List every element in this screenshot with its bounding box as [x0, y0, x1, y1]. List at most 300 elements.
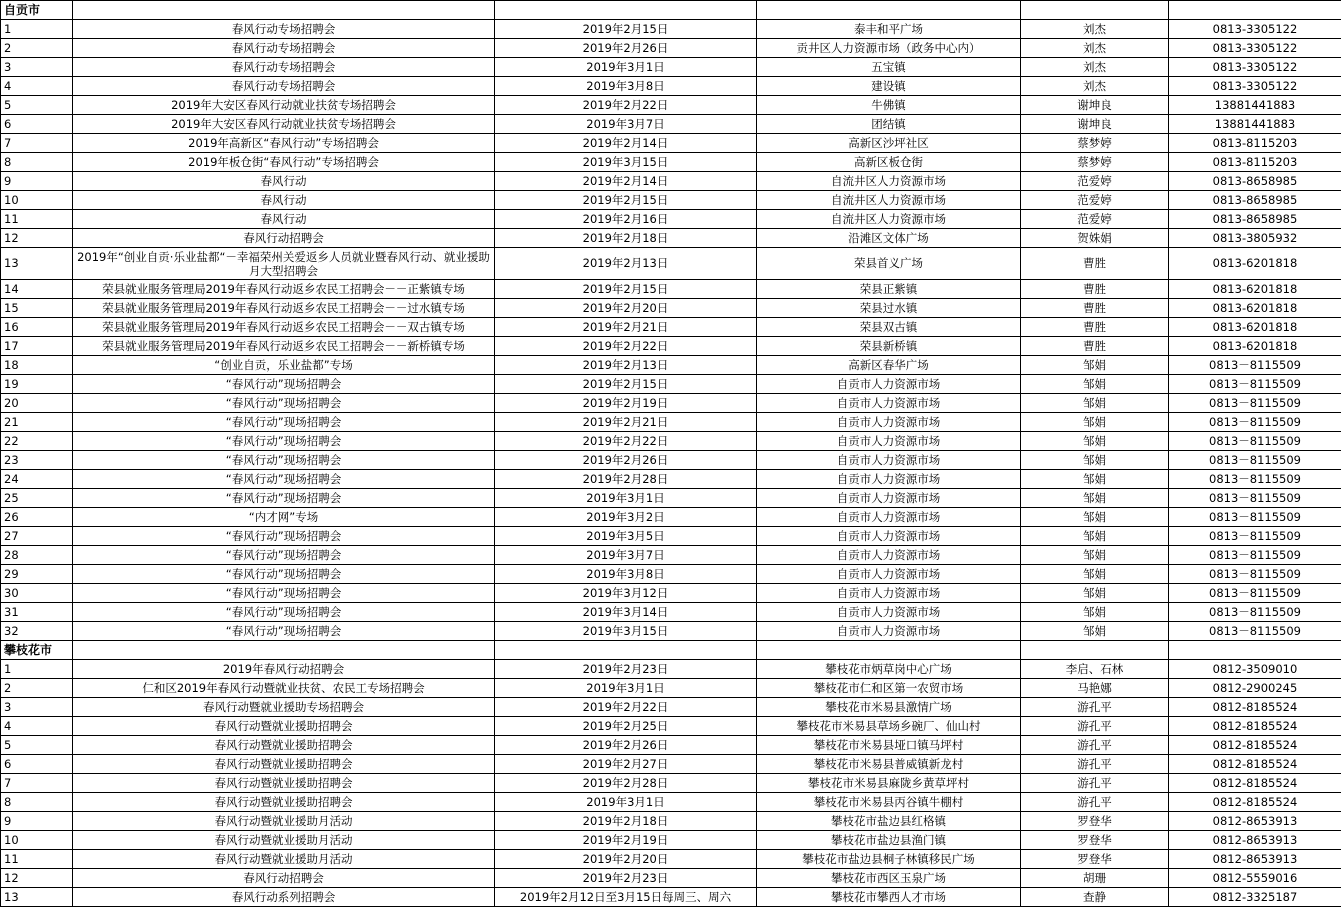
row-number: 5 — [1, 736, 73, 755]
event-location: 攀枝花市炳草岗中心广场 — [757, 660, 1021, 679]
event-name: “春风行动”现场招聘会 — [73, 375, 495, 394]
event-date: 2019年2月18日 — [495, 812, 757, 831]
empty-cell — [757, 1, 1021, 20]
event-date: 2019年3月1日 — [495, 679, 757, 698]
section-header-row — [1, 1, 1341, 20]
event-date: 2019年2月28日 — [495, 470, 757, 489]
event-date: 2019年2月12日至3月15日每周三、周六 — [495, 888, 757, 907]
contact-phone: 0812-8185524 — [1169, 717, 1341, 736]
event-name: “春风行动”现场招聘会 — [73, 622, 495, 641]
event-location: 自贡市人力资源市场 — [757, 603, 1021, 622]
table-row — [1, 39, 1341, 58]
contact-person: 邹娟 — [1021, 394, 1169, 413]
table-row — [1, 229, 1341, 248]
table-row — [1, 736, 1341, 755]
contact-person: 游孔平 — [1021, 793, 1169, 812]
event-name: 春风行动专场招聘会 — [73, 58, 495, 77]
event-date: 2019年2月13日 — [495, 248, 757, 280]
contact-phone: 0812-8185524 — [1169, 774, 1341, 793]
event-date: 2019年3月7日 — [495, 546, 757, 565]
event-name: 荣县就业服务管理局2019年春风行动返乡农民工招聘会－－双古镇专场 — [73, 318, 495, 337]
table-row — [1, 432, 1341, 451]
event-location: 荣县新桥镇 — [757, 337, 1021, 356]
event-date: 2019年2月18日 — [495, 229, 757, 248]
contact-person: 胡珊 — [1021, 869, 1169, 888]
contact-phone: 0813-3305122 — [1169, 39, 1341, 58]
event-location: 攀枝花市米易县垭口镇马坪村 — [757, 736, 1021, 755]
table-row — [1, 698, 1341, 717]
event-name: 春风行动专场招聘会 — [73, 39, 495, 58]
table-row — [1, 394, 1341, 413]
event-location: 自贡市人力资源市场 — [757, 375, 1021, 394]
event-location: 自贡市人力资源市场 — [757, 489, 1021, 508]
row-number: 29 — [1, 565, 73, 584]
event-location: 自贡市人力资源市场 — [757, 413, 1021, 432]
table-row — [1, 318, 1341, 337]
event-name: 春风行动专场招聘会 — [73, 77, 495, 96]
contact-phone: 0813-8658985 — [1169, 191, 1341, 210]
table-row — [1, 248, 1341, 280]
row-number: 24 — [1, 470, 73, 489]
table-row — [1, 96, 1341, 115]
event-location: 攀枝花市攀西人才市场 — [757, 888, 1021, 907]
contact-phone: 0812-8653913 — [1169, 850, 1341, 869]
contact-phone: 0812-8185524 — [1169, 793, 1341, 812]
contact-phone: 0813－8115509 — [1169, 584, 1341, 603]
table-row — [1, 774, 1341, 793]
event-location: 自贡市人力资源市场 — [757, 565, 1021, 584]
table-row — [1, 622, 1341, 641]
event-name: 2019年春风行动招聘会 — [73, 660, 495, 679]
contact-phone: 0813－8115509 — [1169, 565, 1341, 584]
table-row — [1, 375, 1341, 394]
contact-person: 游孔平 — [1021, 736, 1169, 755]
event-date: 2019年2月23日 — [495, 869, 757, 888]
section-title: 自贡市 — [1, 1, 73, 20]
contact-phone: 0813－8115509 — [1169, 356, 1341, 375]
event-name: 春风行动 — [73, 210, 495, 229]
event-location: 自贡市人力资源市场 — [757, 451, 1021, 470]
contact-person: 邹娟 — [1021, 527, 1169, 546]
event-location: 高新区春华广场 — [757, 356, 1021, 375]
contact-person: 贺姝娟 — [1021, 229, 1169, 248]
event-location: 自贡市人力资源市场 — [757, 584, 1021, 603]
row-number: 18 — [1, 356, 73, 375]
event-date: 2019年2月26日 — [495, 736, 757, 755]
row-number: 6 — [1, 755, 73, 774]
contact-phone: 0812-2900245 — [1169, 679, 1341, 698]
row-number: 25 — [1, 489, 73, 508]
event-location: 攀枝花市盐边县渔门镇 — [757, 831, 1021, 850]
event-name: 仁和区2019年春风行动暨就业扶贫、农民工专场招聘会 — [73, 679, 495, 698]
event-date: 2019年3月8日 — [495, 565, 757, 584]
contact-person: 邹娟 — [1021, 451, 1169, 470]
table-row — [1, 77, 1341, 96]
contact-person: 邹娟 — [1021, 375, 1169, 394]
contact-person: 曹胜 — [1021, 280, 1169, 299]
event-name: “创业自贡，乐业盐都”专场 — [73, 356, 495, 375]
event-date: 2019年3月8日 — [495, 77, 757, 96]
event-location: 建设镇 — [757, 77, 1021, 96]
contact-phone: 0813－8115509 — [1169, 508, 1341, 527]
contact-person: 罗登华 — [1021, 812, 1169, 831]
contact-person: 游孔平 — [1021, 698, 1169, 717]
contact-person: 邹娟 — [1021, 508, 1169, 527]
event-name: 春风行动暨就业援助招聘会 — [73, 736, 495, 755]
event-date: 2019年2月15日 — [495, 280, 757, 299]
section-header-row — [1, 641, 1341, 660]
contact-phone: 0813－8115509 — [1169, 622, 1341, 641]
event-date: 2019年2月22日 — [495, 96, 757, 115]
contact-phone: 0813－8115509 — [1169, 394, 1341, 413]
event-location: 攀枝花市盐边县红格镇 — [757, 812, 1021, 831]
event-name: 春风行动暨就业援助招聘会 — [73, 793, 495, 812]
event-location: 自流井区人力资源市场 — [757, 191, 1021, 210]
table-row — [1, 812, 1341, 831]
event-date: 2019年2月23日 — [495, 660, 757, 679]
contact-phone: 0812-8653913 — [1169, 812, 1341, 831]
row-number: 3 — [1, 698, 73, 717]
contact-person: 曹胜 — [1021, 248, 1169, 280]
table-row — [1, 115, 1341, 134]
contact-person: 查静 — [1021, 888, 1169, 907]
table-row — [1, 527, 1341, 546]
row-number: 3 — [1, 58, 73, 77]
event-location: 攀枝花市米易县丙谷镇牛棚村 — [757, 793, 1021, 812]
row-number: 14 — [1, 280, 73, 299]
event-date: 2019年3月12日 — [495, 584, 757, 603]
contact-phone: 0813－8115509 — [1169, 489, 1341, 508]
event-date: 2019年3月2日 — [495, 508, 757, 527]
event-location: 自贡市人力资源市场 — [757, 527, 1021, 546]
event-date: 2019年2月26日 — [495, 39, 757, 58]
table-row — [1, 489, 1341, 508]
event-date: 2019年2月14日 — [495, 172, 757, 191]
table-row — [1, 603, 1341, 622]
event-location: 自流井区人力资源市场 — [757, 210, 1021, 229]
row-number: 12 — [1, 229, 73, 248]
event-name: “春风行动”现场招聘会 — [73, 546, 495, 565]
table-row — [1, 831, 1341, 850]
event-location: 攀枝花市仁和区第一农贸市场 — [757, 679, 1021, 698]
event-location: 攀枝花市米易县草场乡碗厂、仙山村 — [757, 717, 1021, 736]
contact-phone: 0812-3509010 — [1169, 660, 1341, 679]
table-body — [1, 1, 1341, 907]
table-row — [1, 679, 1341, 698]
table-row — [1, 565, 1341, 584]
event-location: 攀枝花市米易县普威镇新龙村 — [757, 755, 1021, 774]
contact-person: 邹娟 — [1021, 413, 1169, 432]
table-row — [1, 584, 1341, 603]
event-name: 春风行动暨就业援助月活动 — [73, 812, 495, 831]
event-name: 春风行动 — [73, 191, 495, 210]
contact-person: 刘杰 — [1021, 58, 1169, 77]
row-number: 9 — [1, 172, 73, 191]
event-name: 荣县就业服务管理局2019年春风行动返乡农民工招聘会－－正紫镇专场 — [73, 280, 495, 299]
contact-phone: 0813－8115509 — [1169, 413, 1341, 432]
contact-person: 邹娟 — [1021, 356, 1169, 375]
row-number: 9 — [1, 812, 73, 831]
event-location: 牛佛镇 — [757, 96, 1021, 115]
event-location: 贡井区人力资源市场（政务中心内） — [757, 39, 1021, 58]
contact-phone: 0813－8115509 — [1169, 470, 1341, 489]
event-name: 春风行动暨就业援助月活动 — [73, 831, 495, 850]
event-location: 自贡市人力资源市场 — [757, 470, 1021, 489]
event-name: “春风行动”现场招聘会 — [73, 432, 495, 451]
contact-phone: 0813－8115509 — [1169, 375, 1341, 394]
table-row — [1, 134, 1341, 153]
event-name: 春风行动暨就业援助月活动 — [73, 850, 495, 869]
contact-person: 谢坤良 — [1021, 115, 1169, 134]
row-number: 2 — [1, 679, 73, 698]
event-location: 荣县正紫镇 — [757, 280, 1021, 299]
row-number: 30 — [1, 584, 73, 603]
row-number: 17 — [1, 337, 73, 356]
event-name: 春风行动招聘会 — [73, 869, 495, 888]
event-date: 2019年3月14日 — [495, 603, 757, 622]
event-date: 2019年2月22日 — [495, 432, 757, 451]
contact-person: 刘杰 — [1021, 20, 1169, 39]
event-date: 2019年3月1日 — [495, 58, 757, 77]
event-name: 春风行动暨就业援助招聘会 — [73, 755, 495, 774]
contact-phone: 0813-3305122 — [1169, 77, 1341, 96]
contact-person: 罗登华 — [1021, 850, 1169, 869]
row-number: 15 — [1, 299, 73, 318]
event-location: 攀枝花市米易县麻陇乡黄草坪村 — [757, 774, 1021, 793]
contact-phone: 0813-8658985 — [1169, 210, 1341, 229]
event-date: 2019年2月14日 — [495, 134, 757, 153]
contact-person: 游孔平 — [1021, 717, 1169, 736]
table-row — [1, 413, 1341, 432]
row-number: 6 — [1, 115, 73, 134]
contact-phone: 0813-6201818 — [1169, 248, 1341, 280]
table-row — [1, 869, 1341, 888]
contact-person: 马艳娜 — [1021, 679, 1169, 698]
event-date: 2019年3月15日 — [495, 153, 757, 172]
event-date: 2019年2月26日 — [495, 451, 757, 470]
row-number: 13 — [1, 888, 73, 907]
empty-cell — [495, 641, 757, 660]
event-date: 2019年2月16日 — [495, 210, 757, 229]
event-name: 春风行动暨就业援助招聘会 — [73, 717, 495, 736]
empty-cell — [73, 1, 495, 20]
event-name: 2019年大安区春风行动就业扶贫专场招聘会 — [73, 96, 495, 115]
row-number: 32 — [1, 622, 73, 641]
row-number: 7 — [1, 774, 73, 793]
row-number: 4 — [1, 717, 73, 736]
row-number: 22 — [1, 432, 73, 451]
event-date: 2019年2月20日 — [495, 299, 757, 318]
empty-cell — [495, 1, 757, 20]
contact-person: 游孔平 — [1021, 755, 1169, 774]
contact-person: 游孔平 — [1021, 774, 1169, 793]
contact-person: 曹胜 — [1021, 318, 1169, 337]
event-name: 荣县就业服务管理局2019年春风行动返乡农民工招聘会－－过水镇专场 — [73, 299, 495, 318]
event-location: 沿滩区文体广场 — [757, 229, 1021, 248]
row-number: 5 — [1, 96, 73, 115]
empty-cell — [757, 641, 1021, 660]
contact-phone: 0813-6201818 — [1169, 318, 1341, 337]
event-name: 2019年“创业自贡·乐业盐都“－幸福荣州关爱返乡人员就业暨春风行动、就业援助月大型招聘会 — [73, 248, 495, 280]
contact-phone: 0812-5559016 — [1169, 869, 1341, 888]
contact-person: 邹娟 — [1021, 584, 1169, 603]
event-date: 2019年2月19日 — [495, 394, 757, 413]
event-location: 五宝镇 — [757, 58, 1021, 77]
contact-phone: 0813-6201818 — [1169, 337, 1341, 356]
event-name: “春风行动”现场招聘会 — [73, 470, 495, 489]
event-date: 2019年3月5日 — [495, 527, 757, 546]
event-name: “内才网”专场 — [73, 508, 495, 527]
contact-person: 刘杰 — [1021, 39, 1169, 58]
row-number: 10 — [1, 831, 73, 850]
table-row — [1, 356, 1341, 375]
contact-phone: 13881441883 — [1169, 96, 1341, 115]
row-number: 26 — [1, 508, 73, 527]
row-number: 1 — [1, 20, 73, 39]
table-row — [1, 280, 1341, 299]
event-location: 自贡市人力资源市场 — [757, 508, 1021, 527]
empty-cell — [1169, 641, 1341, 660]
contact-phone: 0813－8115509 — [1169, 527, 1341, 546]
row-number: 27 — [1, 527, 73, 546]
contact-person: 刘杰 — [1021, 77, 1169, 96]
row-number: 20 — [1, 394, 73, 413]
event-name: “春风行动”现场招聘会 — [73, 451, 495, 470]
event-location: 泰丰和平广场 — [757, 20, 1021, 39]
table-row — [1, 717, 1341, 736]
contact-phone: 0812-8653913 — [1169, 831, 1341, 850]
table-row — [1, 58, 1341, 77]
contact-phone: 0813-6201818 — [1169, 280, 1341, 299]
contact-person: 邹娟 — [1021, 470, 1169, 489]
contact-person: 邹娟 — [1021, 565, 1169, 584]
row-number: 8 — [1, 153, 73, 172]
event-name: “春风行动”现场招聘会 — [73, 603, 495, 622]
contact-phone: 0813-3805932 — [1169, 229, 1341, 248]
table-row — [1, 755, 1341, 774]
event-name: 2019年板仓街“春风行动”专场招聘会 — [73, 153, 495, 172]
row-number: 11 — [1, 210, 73, 229]
row-number: 7 — [1, 134, 73, 153]
event-name: 2019年大安区春风行动就业扶贫专场招聘会 — [73, 115, 495, 134]
table-row — [1, 337, 1341, 356]
event-date: 2019年2月21日 — [495, 318, 757, 337]
event-date: 2019年3月15日 — [495, 622, 757, 641]
table-row — [1, 153, 1341, 172]
event-date: 2019年3月1日 — [495, 793, 757, 812]
contact-phone: 0812-8185524 — [1169, 698, 1341, 717]
event-name: “春风行动”现场招聘会 — [73, 527, 495, 546]
event-date: 2019年2月27日 — [495, 755, 757, 774]
event-location: 攀枝花市西区玉泉广场 — [757, 869, 1021, 888]
event-location: 自流井区人力资源市场 — [757, 172, 1021, 191]
contact-phone: 0813-8658985 — [1169, 172, 1341, 191]
table-row — [1, 470, 1341, 489]
table-row — [1, 888, 1341, 907]
event-name: “春风行动”现场招聘会 — [73, 584, 495, 603]
event-date: 2019年2月15日 — [495, 20, 757, 39]
contact-phone: 0813－8115509 — [1169, 546, 1341, 565]
table-row — [1, 191, 1341, 210]
table-row — [1, 172, 1341, 191]
event-location: 荣县首义广场 — [757, 248, 1021, 280]
event-name: 荣县就业服务管理局2019年春风行动返乡农民工招聘会－－新桥镇专场 — [73, 337, 495, 356]
contact-person: 谢坤良 — [1021, 96, 1169, 115]
event-date: 2019年2月25日 — [495, 717, 757, 736]
row-number: 8 — [1, 793, 73, 812]
row-number: 13 — [1, 248, 73, 280]
event-date: 2019年2月15日 — [495, 191, 757, 210]
event-location: 团结镇 — [757, 115, 1021, 134]
event-date: 2019年2月22日 — [495, 698, 757, 717]
event-name: “春风行动”现场招聘会 — [73, 489, 495, 508]
contact-phone: 0813-6201818 — [1169, 299, 1341, 318]
event-location: 攀枝花市米易县激情广场 — [757, 698, 1021, 717]
contact-phone: 0812-8185524 — [1169, 755, 1341, 774]
contact-phone: 0813-3305122 — [1169, 58, 1341, 77]
event-location: 自贡市人力资源市场 — [757, 432, 1021, 451]
event-name: 2019年高新区“春风行动”专场招聘会 — [73, 134, 495, 153]
event-date: 2019年3月1日 — [495, 489, 757, 508]
event-location: 自贡市人力资源市场 — [757, 546, 1021, 565]
table-row — [1, 299, 1341, 318]
empty-cell — [1169, 1, 1341, 20]
event-date: 2019年2月21日 — [495, 413, 757, 432]
contact-person: 罗登华 — [1021, 831, 1169, 850]
table-row — [1, 850, 1341, 869]
table-row — [1, 451, 1341, 470]
event-location: 自贡市人力资源市场 — [757, 394, 1021, 413]
event-location: 高新区板仓街 — [757, 153, 1021, 172]
contact-person: 李启、石林 — [1021, 660, 1169, 679]
event-name: 春风行动招聘会 — [73, 229, 495, 248]
contact-phone: 0813-8115203 — [1169, 153, 1341, 172]
row-number: 19 — [1, 375, 73, 394]
contact-person: 邹娟 — [1021, 432, 1169, 451]
event-name: 春风行动 — [73, 172, 495, 191]
event-name: “春风行动”现场招聘会 — [73, 394, 495, 413]
event-location: 高新区沙坪社区 — [757, 134, 1021, 153]
event-name: 春风行动暨就业援助专场招聘会 — [73, 698, 495, 717]
event-date: 2019年2月19日 — [495, 831, 757, 850]
row-number: 12 — [1, 869, 73, 888]
contact-person: 曹胜 — [1021, 337, 1169, 356]
table-row — [1, 546, 1341, 565]
empty-cell — [1021, 1, 1169, 20]
row-number: 28 — [1, 546, 73, 565]
event-location: 攀枝花市盐边县桐子林镇移民广场 — [757, 850, 1021, 869]
row-number: 11 — [1, 850, 73, 869]
event-date: 2019年3月7日 — [495, 115, 757, 134]
table-row — [1, 20, 1341, 39]
row-number: 31 — [1, 603, 73, 622]
contact-person: 范爱婷 — [1021, 210, 1169, 229]
contact-phone: 0813-3305122 — [1169, 20, 1341, 39]
row-number: 21 — [1, 413, 73, 432]
row-number: 1 — [1, 660, 73, 679]
event-name: “春风行动”现场招聘会 — [73, 413, 495, 432]
event-name: 春风行动暨就业援助招聘会 — [73, 774, 495, 793]
contact-phone: 0813－8115509 — [1169, 603, 1341, 622]
contact-phone: 0812-8185524 — [1169, 736, 1341, 755]
row-number: 4 — [1, 77, 73, 96]
table-row — [1, 660, 1341, 679]
contact-person: 邹娟 — [1021, 622, 1169, 641]
contact-phone: 0813－8115509 — [1169, 432, 1341, 451]
contact-person: 蔡梦婷 — [1021, 153, 1169, 172]
empty-cell — [73, 641, 495, 660]
table-row — [1, 210, 1341, 229]
